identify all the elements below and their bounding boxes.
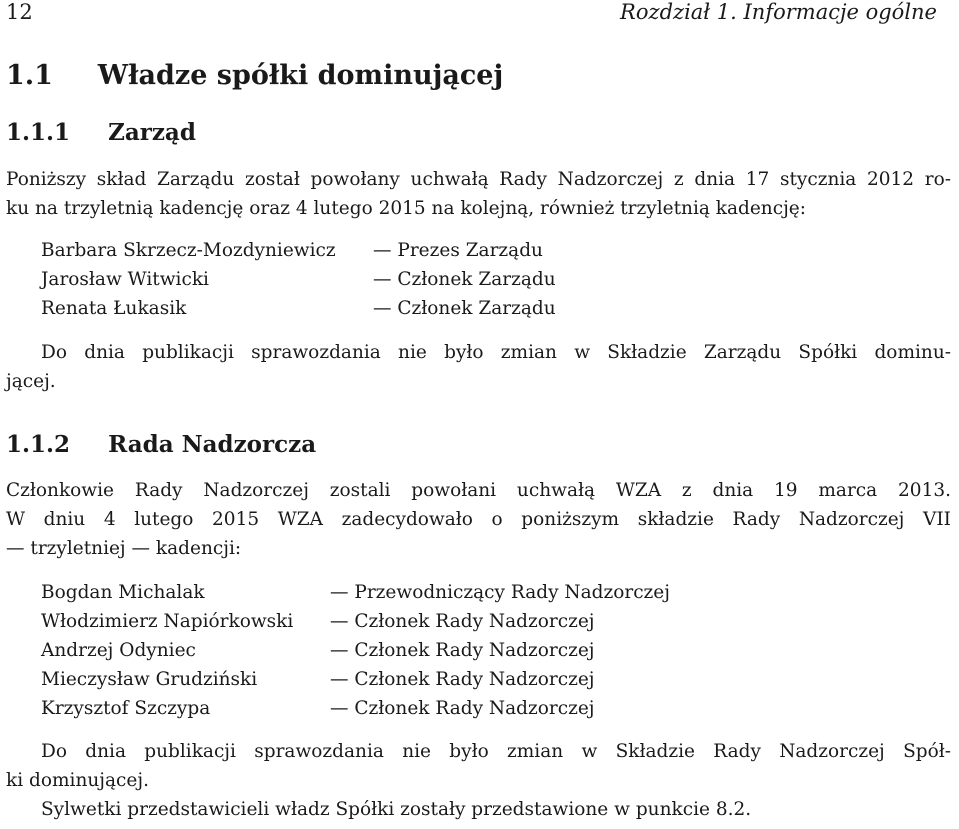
supervisory-member-name: Andrzej Odyniec: [41, 640, 196, 661]
board-intro-line: ku na trzyletnią kadencję oraz 4 lutego 2015 na kolejną, również trzyletnią kadencję:: [6, 198, 806, 219]
supervisory-member-name: Bogdan Michalak: [41, 582, 205, 603]
supervisory-member-name: Włodzimierz Napiórkowski: [41, 611, 294, 632]
supervisory-note-line: Do dnia publikacji sprawozdania nie było zmian w Składzie Rady Nadzorczej Spół-: [41, 741, 951, 762]
subsection-heading-supervisory: [6, 431, 316, 458]
board-member-role: — Prezes Zarządu: [373, 240, 543, 261]
board-member-name: Barbara Skrzecz-Mozdyniewicz: [41, 240, 336, 261]
supervisory-member-name: Krzysztof Szczypa: [41, 698, 211, 719]
subsection-heading-board: [6, 119, 196, 146]
subsection-number: 1.1.2: [6, 431, 71, 458]
board-member-name: Renata Łukasik: [41, 298, 187, 319]
subsection-title: Zarząd: [108, 119, 196, 146]
supervisory-intro-line: W dniu 4 lutego 2015 WZA zadecydowało o poniższym składzie Rady Nadzorczej VII: [6, 509, 951, 530]
supervisory-intro-line: Członkowie Rady Nadzorczej zostali powołani uchwałą WZA z dnia 19 marca 2013.: [6, 480, 951, 501]
board-member-name: Jarosław Witwicki: [41, 269, 209, 290]
board-intro-line: Poniższy skład Zarządu został powołany uchwałą Rady Nadzorczej z dnia 17 stycznia 2012 ro-: [6, 169, 951, 190]
board-note-line: Do dnia publikacji sprawozdania nie było zmian w Składzie Zarządu Spółki dominu-: [41, 342, 951, 363]
supervisory-member-role: — Członek Rady Nadzorczej: [330, 698, 595, 719]
supervisory-member-role: — Przewodniczący Rady Nadzorczej: [330, 582, 670, 603]
page-number: 12: [6, 0, 33, 24]
running-title: Rozdział 1. Informacje ogólne: [620, 0, 937, 24]
supervisory-note-line: ki dominującej.: [6, 770, 149, 791]
supervisory-intro-line: — trzyletniej — kadencji:: [6, 538, 242, 559]
subsection-title: Rada Nadzorcza: [108, 431, 317, 458]
subsection-number: 1.1.1: [6, 119, 71, 146]
supervisory-member-name: Mieczysław Grudziński: [41, 669, 258, 690]
board-member-role: — Członek Zarządu: [373, 298, 556, 319]
section-heading: [6, 60, 503, 91]
supervisory-member-role: — Członek Rady Nadzorczej: [330, 611, 595, 632]
board-note-line: jącej.: [6, 371, 56, 392]
section-title: Władze spółki dominującej: [97, 60, 504, 91]
supervisory-member-role: — Członek Rady Nadzorczej: [330, 669, 595, 690]
supervisory-member-role: — Członek Rady Nadzorczej: [330, 640, 595, 661]
section-number: 1.1: [6, 60, 53, 91]
board-member-role: — Członek Zarządu: [373, 269, 556, 290]
supervisory-note-line: Sylwetki przedstawicieli władz Spółki zostały przedstawione w punkcie 8.2.: [41, 799, 752, 820]
